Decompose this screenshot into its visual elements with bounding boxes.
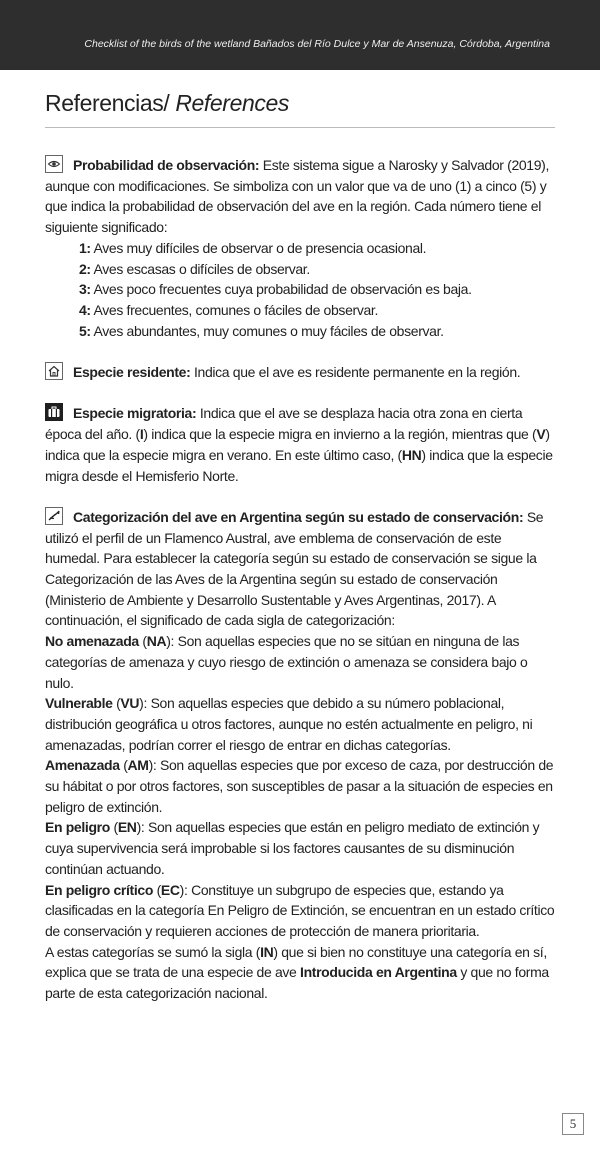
probability-level: 5: Aves abundantes, muy comunes o muy fáciles de observar. xyxy=(79,322,444,339)
suitcase-icon xyxy=(45,403,63,421)
probability-level: 2: Aves escasas o difíciles de observar. xyxy=(79,260,310,277)
probability-level: 3: Aves poco frecuentes cuya probabilidad de observación es baja. xyxy=(79,281,472,298)
migratory-section: Especie migratoria: Indica que el ave se desplaza hacia otra zona en cierta época del año. (I) indica que la especie migra en invierno a la región, mientras que (V) indica que la especie migra en verano. En este último caso, (HN) indica que la especie migra desde el Hemisferio Norte. xyxy=(45,405,553,484)
resident-heading: Especie residente: xyxy=(73,364,191,381)
page-title-en: References xyxy=(175,90,289,116)
introduced-note: A estas categorías se sumó la sigla (IN) que si bien no constituye una categoría en sí, explica que se trata de una especie de ave Introducida en Argentina y que no forma parte de esta categorización nacional. xyxy=(45,943,549,1002)
category-item: En peligro (EN): Son aquellas especies que están en peligro mediato de extinción y cuya supervivencia será improbable si los factores causantes de su disminución continúan actuando. xyxy=(45,819,540,877)
title-divider xyxy=(45,127,555,128)
page-number: 5 xyxy=(562,1113,584,1135)
probability-text: Este sistema sigue a Narosky y Salvador (2019), aunque con modificaciones. Se simboliza con un valor que va de uno (1) a cinco (5) y que indica la probabilidad de observación del ave en la región. Cada número tiene el siguiente significado: xyxy=(45,157,550,236)
conservation-heading: Categorización del ave en Argentina según su estado de conservación: xyxy=(73,508,524,525)
house-icon xyxy=(45,362,63,380)
header-bar xyxy=(0,0,600,70)
resident-text: Indica que el ave es residente permanente en la región. xyxy=(193,364,521,381)
flamingo-icon xyxy=(45,507,63,525)
conservation-section xyxy=(45,507,557,1004)
conservation-text: Se utilizó el perfil de un Flamenco Austral, ave emblema de conservación de este humedal. Para establecer la categoría según su estado de conservación se sigue la Categorización de las Aves de la Argentina según su estado de conservación (Ministerio de Ambiente y Desarrollo Sustentable y Aves Argentinas, 2017). A continuación, el significado de cada sigla de categorización: xyxy=(45,508,544,629)
eye-icon xyxy=(45,155,63,173)
probability-heading: Probabilidad de observación: xyxy=(73,157,260,173)
migratory-heading: Especie migratoria: xyxy=(73,405,197,422)
category-item: En peligro crítico (EC): Constituye un subgrupo de especies que, estando ya clasificadas en la categoría En Peligro de Extinción, se encuentran en un estado crítico de conservación y requieren acciones de protección de manera prioritaria. xyxy=(45,881,555,939)
page-title-es: Referencias/ xyxy=(45,90,170,116)
probability-level: 4: Aves frecuentes, comunes o fáciles de observar. xyxy=(79,301,378,318)
references-content xyxy=(45,155,557,1024)
resident-section xyxy=(45,362,557,383)
category-item: Amenazada (AM): Son aquellas especies que por exceso de caza, por destrucción de su hábitat o por otros factores, son susceptibles de pasar a la situación de especies en peligro de extinción. xyxy=(45,757,554,815)
probability-section xyxy=(45,155,557,341)
category-item: Vulnerable (VU): Son aquellas especies que debido a su número poblacional, distribución geográfica u otros factores, aunque no estén actualmente en peligro, ni amenazadas, podrían correr el riesgo de entrar en dichas categorías. xyxy=(45,695,533,753)
page-title xyxy=(45,90,289,117)
probability-level: 1: Aves muy difíciles de observar o de presencia ocasional. xyxy=(79,239,427,256)
category-item: No amenazada (NA): Son aquellas especies que no se sitúan en ninguna de las categorías de amenaza y cuyo riesgo de extinción o amenaza se considera bajo o nulo. xyxy=(45,633,528,691)
running-title: Checklist of the birds of the wetland Bañados del Río Dulce y Mar de Ansenuza, Córdoba, Argentina xyxy=(84,38,550,50)
